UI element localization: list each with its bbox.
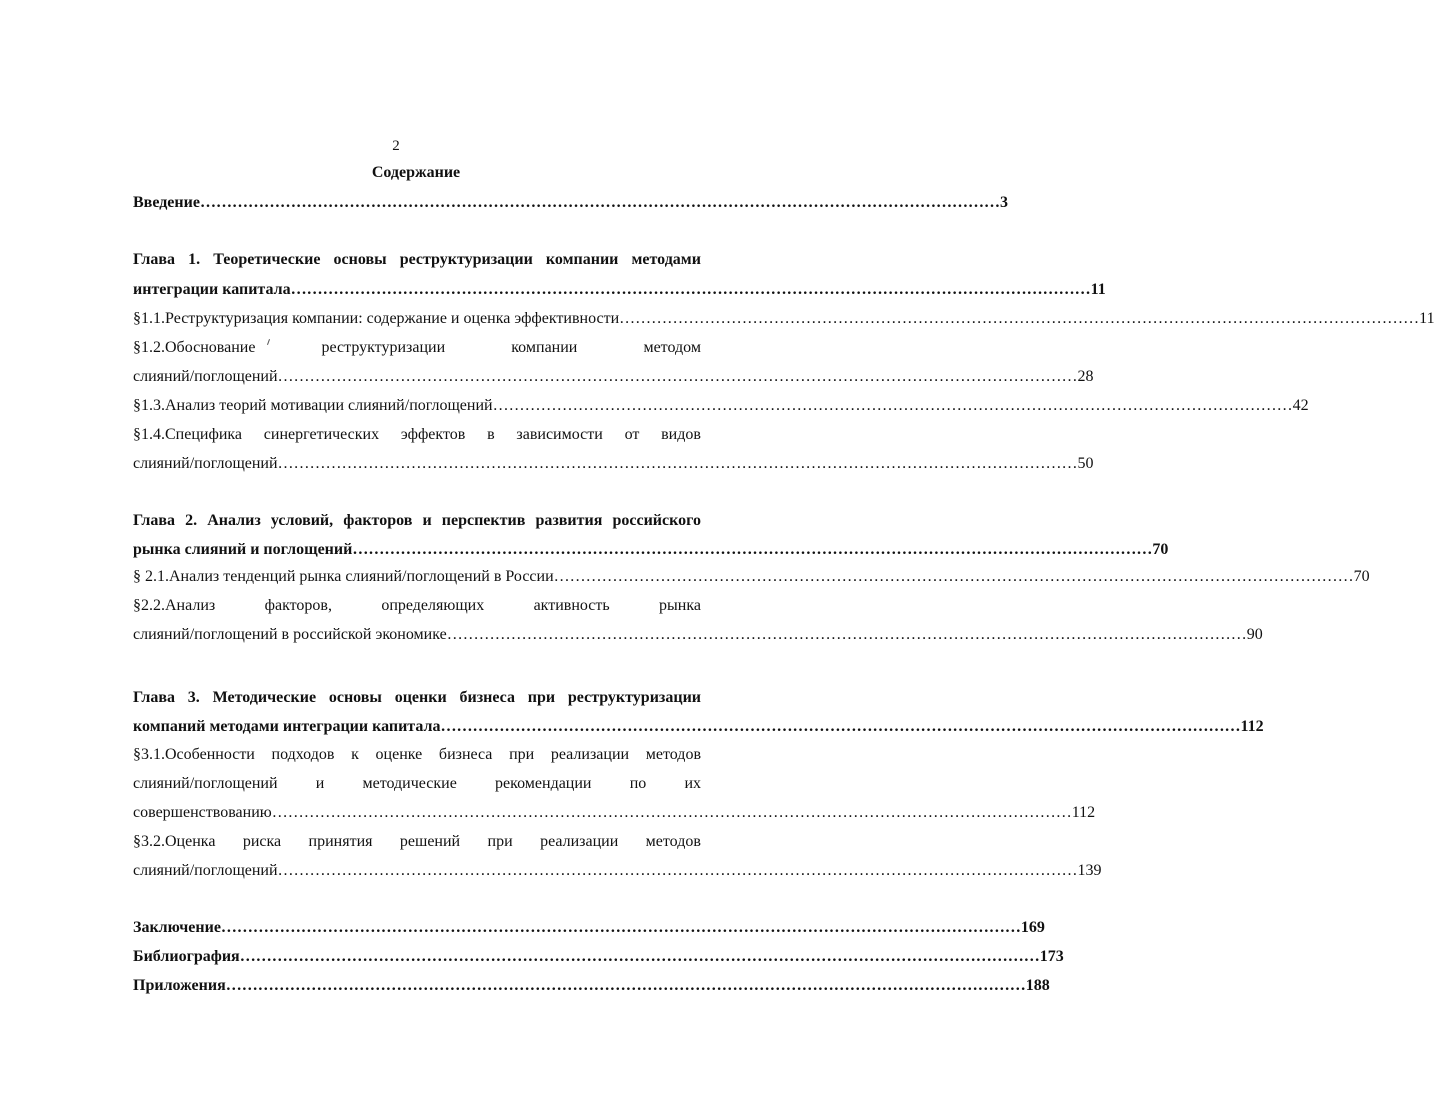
word: оценки xyxy=(394,689,447,706)
leader-dots: …………………………………………………………………………………………………………………………………… xyxy=(290,281,1091,298)
word: факторов, xyxy=(264,597,332,614)
word: методов xyxy=(645,833,701,850)
entry-page: 70 xyxy=(1152,541,1169,558)
word: реструктуризации xyxy=(321,339,446,356)
leader-dots: …………………………………………………………………………………………………………………………………… xyxy=(277,368,1078,385)
leader-dots: …………………………………………………………………………………………………………………………………… xyxy=(271,804,1072,821)
word: условий, xyxy=(270,512,334,529)
word: основы xyxy=(328,689,382,706)
word: факторов xyxy=(343,512,413,529)
word: §1.4.Специфика xyxy=(133,426,243,443)
word: их xyxy=(684,775,701,792)
word: риска xyxy=(242,833,282,850)
word: 2. xyxy=(185,512,198,529)
word: Методические xyxy=(212,689,317,706)
word: от xyxy=(624,426,640,443)
word: бизнеса xyxy=(459,689,515,706)
word: определяющих xyxy=(381,597,485,614)
toc-section-3-1[interactable] xyxy=(133,744,701,766)
word: оценке xyxy=(375,746,423,763)
word: рынка xyxy=(659,597,701,614)
toc-section-1-4-end[interactable] xyxy=(133,453,1094,475)
toc-section-1-2-end[interactable] xyxy=(133,366,1094,388)
word: в xyxy=(487,426,495,443)
entry-title: слияний/поглощений xyxy=(133,368,278,385)
word: Глава xyxy=(133,251,175,268)
leader-dots: …………………………………………………………………………………………………………………………………… xyxy=(199,194,1000,211)
entry-page: 188 xyxy=(1025,977,1050,994)
word: методические xyxy=(362,775,457,792)
toc-entry-appendix[interactable] xyxy=(133,975,1050,997)
page-title: Содержание xyxy=(371,164,461,181)
entry-title: §1.3.Анализ теорий мотивации слияний/поглощений xyxy=(133,397,493,414)
entry-title: компаний методами интеграции капитала xyxy=(133,718,441,735)
toc-entry-bibliography[interactable] xyxy=(133,946,1064,968)
entry-title: слияний/поглощений xyxy=(133,862,278,879)
toc-section-2-2-end[interactable] xyxy=(133,624,1263,646)
word: рекомендации xyxy=(495,775,592,792)
leader-dots: …………………………………………………………………………………………………………………………………… xyxy=(446,626,1247,643)
word: и xyxy=(422,512,432,529)
entry-title: слияний/поглощений xyxy=(133,455,278,472)
entry-page: 50 xyxy=(1077,455,1094,472)
entry-page: 90 xyxy=(1246,626,1263,643)
toc-section-1-1[interactable] xyxy=(133,308,1435,330)
toc-section-1-4[interactable] xyxy=(133,424,701,446)
word: методов xyxy=(645,746,701,763)
leader-dots: …………………………………………………………………………………………………………………………………… xyxy=(492,397,1293,414)
word: основы xyxy=(333,251,387,268)
entry-title: §1.1.Реструктуризация компании: содержание и оценка эффективности xyxy=(133,310,620,327)
word: Глава xyxy=(133,689,175,706)
entry-page: 28 xyxy=(1077,368,1094,385)
entry-page: 112 xyxy=(1240,718,1264,735)
toc-section-2-2[interactable] xyxy=(133,595,701,617)
leader-dots: …………………………………………………………………………………………………………………………………… xyxy=(225,977,1026,994)
entry-title: рынка слияний и поглощений xyxy=(133,541,353,558)
entry-title: Заключение xyxy=(133,919,221,936)
word: §3.2.Оценка xyxy=(133,833,216,850)
word: при xyxy=(509,746,535,763)
word: 3. xyxy=(187,689,200,706)
toc-section-1-2[interactable] xyxy=(133,337,701,359)
leader-dots: …………………………………………………………………………………………………………………………………… xyxy=(352,541,1153,558)
word: видов xyxy=(661,426,701,443)
entry-page: 139 xyxy=(1077,862,1102,879)
word: бизнеса xyxy=(438,746,493,763)
word: методом xyxy=(643,339,701,356)
word: реструктуризации xyxy=(567,689,701,706)
word: 1. xyxy=(188,251,201,268)
word: зависимости xyxy=(516,426,603,443)
entry-page: 3 xyxy=(999,194,1008,211)
word: §1.2.Обоснование xyxy=(133,339,256,356)
toc-section-2-1[interactable] xyxy=(133,566,1370,588)
word: синергетических xyxy=(263,426,380,443)
entry-page: 70 xyxy=(1353,568,1370,585)
word: реализации xyxy=(540,833,619,850)
leader-dots: …………………………………………………………………………………………………………………………………… xyxy=(220,919,1021,936)
entry-page: 11 xyxy=(1419,310,1435,327)
toc-section-3-1-cont[interactable] xyxy=(133,773,701,795)
entry-page: 112 xyxy=(1071,804,1096,821)
word: Глава xyxy=(133,512,175,529)
toc-section-3-1-end[interactable] xyxy=(133,802,1096,824)
page-number: 2 xyxy=(392,138,400,154)
word: по xyxy=(629,775,647,792)
leader-dots: …………………………………………………………………………………………………………………………………… xyxy=(277,455,1078,472)
entry-title: Приложения xyxy=(133,977,226,994)
word: активность xyxy=(533,597,610,614)
entry-title: § 2.1.Анализ тенденций рынка слияний/поглощений в России xyxy=(133,568,554,585)
word: при xyxy=(487,833,513,850)
word: подходов xyxy=(271,746,335,763)
toc-entry-conclusion[interactable] xyxy=(133,917,1045,939)
toc-chapter-1-heading-end[interactable] xyxy=(133,279,1106,301)
entry-title: Введение xyxy=(133,194,200,211)
word: к xyxy=(351,746,359,763)
entry-page: 173 xyxy=(1039,948,1064,965)
word: компании xyxy=(545,251,619,268)
word: методами xyxy=(631,251,701,268)
entry-title: слияний/поглощений в российской экономике xyxy=(133,626,447,643)
entry-title: совершенствованию xyxy=(133,804,272,821)
toc-chapter-3-heading[interactable] xyxy=(133,687,701,709)
word: при xyxy=(527,689,556,706)
word: развития xyxy=(535,512,603,529)
word: компании xyxy=(511,339,578,356)
entry-page: 11 xyxy=(1090,281,1106,298)
leader-dots: …………………………………………………………………………………………………………………………………… xyxy=(277,862,1078,879)
word: Теоретические xyxy=(213,251,321,268)
toc-chapter-1-heading[interactable] xyxy=(133,249,701,271)
word: §2.2.Анализ xyxy=(133,597,216,614)
word: §3.1.Особенности xyxy=(133,746,255,763)
leader-dots: …………………………………………………………………………………………………………………………………… xyxy=(440,718,1241,735)
entry-page: 42 xyxy=(1292,397,1309,414)
word: реализации xyxy=(550,746,630,763)
toc-entry-introduction[interactable] xyxy=(133,192,1008,214)
word: и xyxy=(315,775,325,792)
leader-dots: …………………………………………………………………………………………………………………………………… xyxy=(553,568,1354,585)
word: российского xyxy=(612,512,701,529)
leader-dots: …………………………………………………………………………………………………………………………………… xyxy=(239,948,1040,965)
toc-chapter-3-heading-end[interactable] xyxy=(133,716,1264,738)
word: решений xyxy=(399,833,461,850)
toc-section-3-2[interactable] xyxy=(133,831,701,853)
word: перспектив xyxy=(441,512,526,529)
word: эффектов xyxy=(400,426,466,443)
entry-title: Библиография xyxy=(133,948,240,965)
toc-section-1-3[interactable] xyxy=(133,395,1309,417)
toc-chapter-2-heading[interactable] xyxy=(133,510,701,532)
toc-section-3-2-end[interactable] xyxy=(133,860,1102,882)
entry-title: интеграции капитала xyxy=(133,281,291,298)
entry-page: 169 xyxy=(1020,919,1045,936)
word: Анализ xyxy=(207,512,261,529)
word: реструктуризации xyxy=(399,251,533,268)
word: слияний/поглощений xyxy=(133,775,278,792)
toc-chapter-2-heading-end[interactable] xyxy=(133,539,1169,561)
leader-dots: …………………………………………………………………………………………………………………………………… xyxy=(619,310,1420,327)
word: принятия xyxy=(308,833,373,850)
